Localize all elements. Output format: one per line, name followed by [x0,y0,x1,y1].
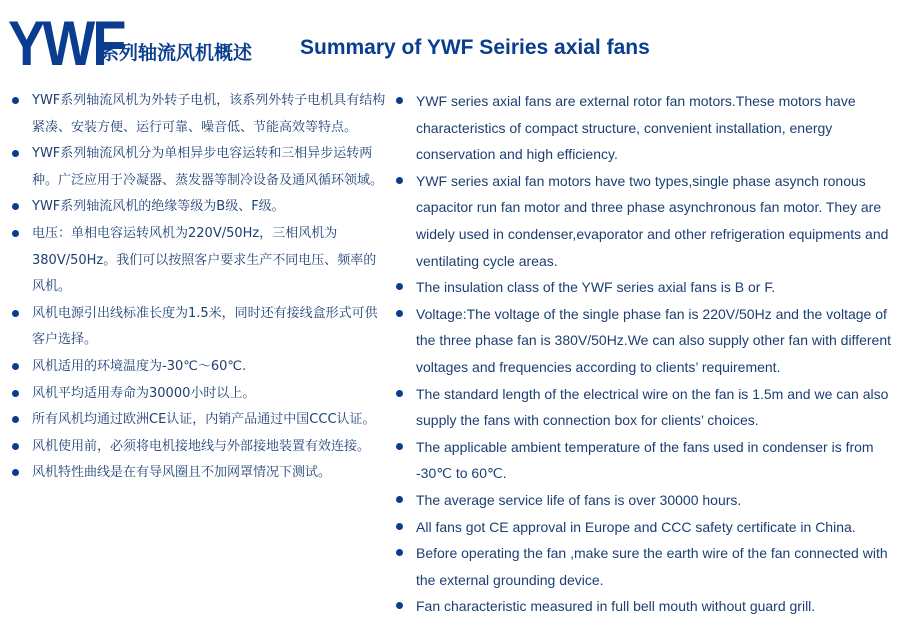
list-item [394,88,894,168]
list-item [394,274,894,301]
item-text: 风机电源引出线标准长度为1.5米，同时还有接线盒形式可供客户选择。 [32,305,378,348]
item-text: YWF系列轴流风机分为单相异步电容运转和三相异步运转两种。广泛应用于冷凝器、蒸发器等制冷设备及通风循环领域。 [32,146,384,188]
item-text: YWF series axial fans are external rotor fan motors.These motors have characteristics of compact structure, convenient installation, energy conservation and high efficiency. [416,93,856,163]
bullet-icon [12,150,19,157]
bullet-icon [396,283,403,290]
title-chinese: 系列轴流风机概述 [100,42,253,64]
bullet-icon [12,230,19,237]
bullet-icon [12,97,19,104]
bullet-icon [396,390,403,397]
item-text: YWF series axial fan motors have two types,single phase asynch ronous capacitor run fan motor and three phase asynchronous fan motor. They are widely used in condenser,evaporator and other refrigeration equipments and ventilating cycle areas. [416,172,889,269]
page-header [8,7,892,79]
item-text: YWF系列轴流风机的绝缘等级为B级、F级。 [32,199,285,215]
item-text: The insulation class of the YWF series axial fans is B or F. [416,279,776,296]
list-item [10,407,386,434]
item-text: 所有风机均通过欧洲CE认证，内销产品通过中国CCC认证。 [32,412,376,428]
list-item [394,514,894,541]
chinese-summary-column [10,88,386,487]
list-item [394,540,894,593]
bullet-icon [12,390,19,397]
list-item [10,194,386,221]
list-item [394,168,894,274]
item-text: Voltage:The voltage of the single phase fan is 220V/50Hz and the voltage of the three phase fan is 380V/50Hz.We can also supply other fan with different voltages and frequencies according to clients’ requirement. [416,305,891,375]
item-text: 风机适用的环境温度为-30℃～60℃. [32,358,247,374]
bullet-icon [396,602,403,609]
item-text: Before operating the fan ,make sure the earth wire of the fan connected with the external grounding device. [416,545,888,588]
list-item [10,354,386,381]
list-item [394,301,894,381]
item-text: 电压：单相电容运转风机为220V/50Hz，三相风机为380V/50Hz。我们可以按照客户要求生产不同电压、频率的风机。 [32,225,377,295]
bullet-icon [12,443,19,450]
bullet-icon [12,416,19,423]
list-item [10,381,386,408]
item-text: YWF系列轴流风机为外转子电机，该系列外转子电机具有结构紧凑、安装方便、运行可靠、噪音低、节能高效等特点。 [32,93,386,135]
list-item [394,381,894,434]
list-item [394,487,894,514]
list-item [10,141,386,194]
list-item [394,593,894,620]
bullet-icon [12,203,19,210]
item-text: 风机平均适用寿命为30000小时以上。 [32,385,256,401]
ywf-logo: YWF [8,7,124,79]
list-item [10,88,386,141]
item-text: Fan characteristic measured in full bell mouth without guard grill. [416,598,816,615]
english-summary-list [394,88,894,620]
list-item [10,301,386,354]
bullet-icon [396,310,403,317]
item-text: The standard length of the electrical wire on the fan is 1.5m and we can also supply the fans with connection box for clients’ choices. [416,385,889,429]
item-text: All fans got CE approval in Europe and CCC safety certificate in China. [416,518,856,535]
item-text: The applicable ambient temperature of the fans used in condenser is from -30℃ to 60℃. [416,438,874,482]
list-item [10,434,386,461]
item-text: The average service life of fans is over 30000 hours. [416,491,742,508]
bullet-icon [12,363,19,370]
english-summary-column [394,88,894,620]
bullet-icon [396,97,403,104]
bullet-icon [396,549,403,556]
bullet-icon [396,496,403,503]
list-item [10,221,386,301]
title-english: Summary of YWF Seiries axial fans [300,36,650,59]
bullet-icon [12,310,19,317]
item-text: 风机特性曲线是在有导风圈且不加网罩情况下测试。 [32,465,332,481]
bullet-icon [396,443,403,450]
bullet-icon [12,469,19,476]
chinese-summary-list [10,88,386,487]
list-item [394,434,894,487]
bullet-icon [396,177,403,184]
item-text: 风机使用前，必须将电机接地线与外部接地装置有效连接。 [32,438,371,454]
list-item [10,460,386,487]
bullet-icon [396,523,403,530]
